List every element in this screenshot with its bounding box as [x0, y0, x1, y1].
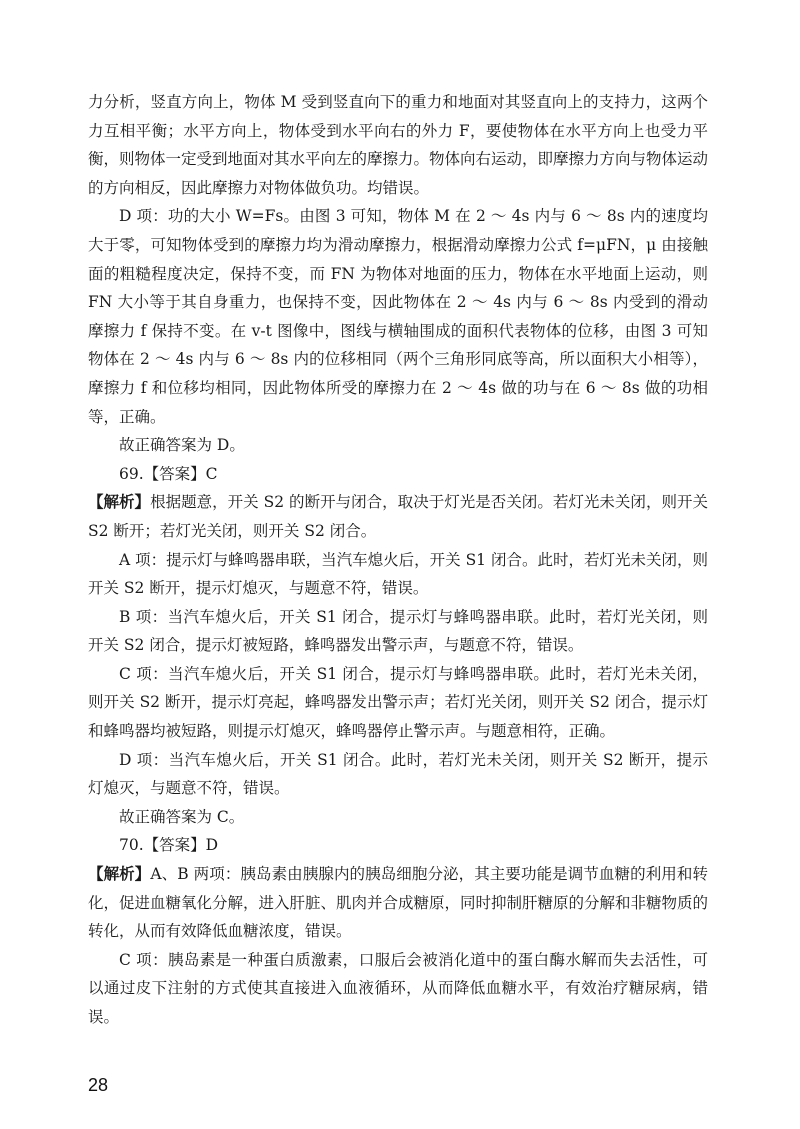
paragraph-70-option-c: C 项：胰岛素是一种蛋白质激素，口服后会被消化道中的蛋白酶水解而失去活性，可以通过皮下注射的方式使其直接进入血液循环，从而降低血糖水平，有效治疗糖尿病，错误。	[88, 950, 708, 1026]
analysis-text: A、B 两项：胰岛素由胰腺内的胰岛细胞分泌，其主要功能是调节血糖的利用和转化，促进血糖氧化分解，进入肝脏、肌肉并合成糖原，同时抑制肝糖原的分解和非糖物质的转化，从而有效降低血糖浓度，错误。	[88, 865, 709, 941]
paragraph-69-option-c: C 项：当汽车熄火后，开关 S1 闭合，提示灯与蜂鸣器串联。此时，若灯光未关闭，则开关 S2 断开，提示灯亮起，蜂鸣器发出警示声；若灯光关闭，则开关 S2 闭合，提示灯和蜂鸣器均被短路，则提示灯熄灭，蜂鸣器停止警示声。与题意相符，正确。	[88, 664, 708, 741]
paragraph-option-d-work: D 项：功的大小 W=Fs。由图 3 可知，物体 M 在 2 ～ 4s 内与 6 ～ 8s 内的速度均大于零，可知物体受到的摩擦力均为滑动摩擦力，根据滑动摩擦力公式 f=μFN，μ 由接触面的粗糙程度决定，保持不变，而 FN 为物体对地面的压力，物体在水平地面上运动，则 FN 大小等于其自身重力，也保持不变，因此物体在 2 ～ 4s 内与 6 ～ 8s 内受到的滑动摩擦力 f 保持不变。在 v-t 图像中，图线与横轴围成的面积代表物体的位移，由图 3 可知物体在 2 ～ 4s 内与 6 ～ 8s 内的位移相同（两个三角形同底等高，所以面积大小相等），摩擦力 f 和位移均相同，因此物体所受的摩擦力在 2 ～ 4s 做的功与在 6 ～ 8s 做的功相等，正确。	[88, 207, 708, 426]
question-70-answer: 70.【答案】D	[119, 836, 219, 855]
paragraph-force-analysis: 力分析，竖直方向上，物体 M 受到竖直向下的重力和地面对其竖直向上的支持力，这两个力互相平衡；水平方向上，物体受到水平向右的外力 F，要使物体在水平方向上也受力平衡，则物体一定受到地面对其水平向左的摩擦力。物体向右运动，即摩擦力方向与物体运动的方向相反，因此摩擦力对物体做负功。均错误。	[88, 93, 709, 197]
analysis-label: 【解析】	[88, 864, 151, 884]
question-69-answer: 69.【答案】C	[119, 464, 218, 483]
analysis-label: 【解析】	[88, 492, 151, 512]
analysis-text: 根据题意，开关 S2 的断开与闭合，取决于灯光是否关闭。若灯光未关闭，则开关 S2 断开；若灯光关闭，则开关 S2 闭合。	[88, 493, 708, 540]
paragraph-analysis-70	[88, 860, 708, 946]
paragraph-answer-68: 故正确答案为 D。	[119, 436, 245, 455]
paragraph-69-option-a: A 项：提示灯与蜂鸣器串联，当汽车熄火后，开关 S1 闭合。此时，若灯光未关闭，则开关 S2 断开，提示灯熄灭，与题意不符，错误。	[88, 550, 708, 598]
paragraph-analysis-69	[88, 488, 708, 545]
page-body	[88, 88, 708, 1032]
paragraph-69-option-b: B 项：当汽车熄火后，开关 S1 闭合，提示灯与蜂鸣器串联。此时，若灯光关闭，则开关 S2 闭合，提示灯被短路，蜂鸣器发出警示声，与题意不符，错误。	[88, 607, 708, 655]
paragraph-answer-69: 故正确答案为 C。	[119, 807, 245, 826]
paragraph-69-option-d: D 项：当汽车熄火后，开关 S1 闭合。此时，若灯光未关闭，则开关 S2 断开，提示灯熄灭，与题意不符，错误。	[88, 750, 708, 798]
page-number: 28	[88, 1075, 109, 1095]
